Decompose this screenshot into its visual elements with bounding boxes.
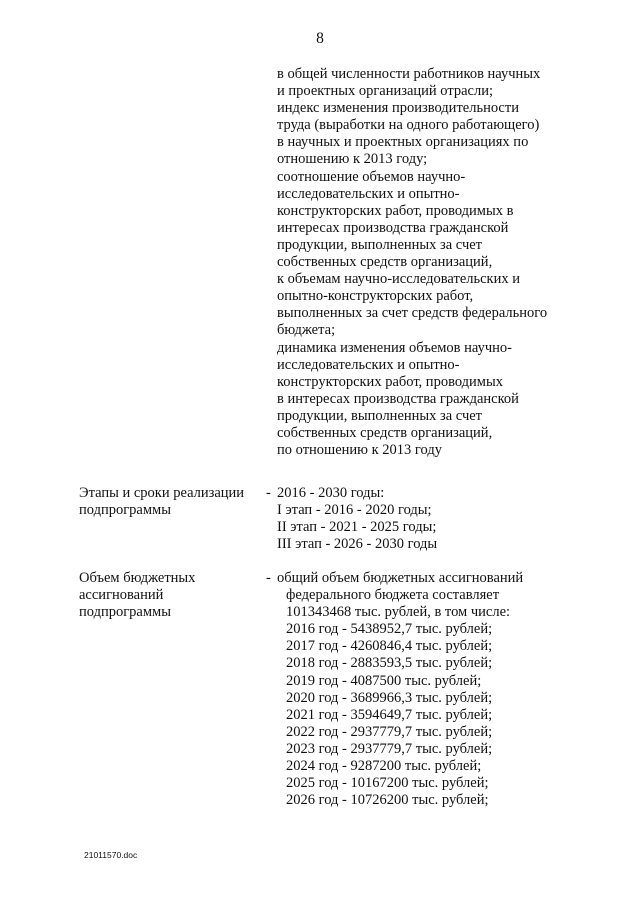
stages-text (277, 485, 437, 553)
text-line: динамика изменения объемов научно- (277, 339, 512, 356)
text-line: I этап - 2016 - 2020 годы; (277, 502, 432, 519)
year-allocation: 2017 год - 4260846,4 тыс. рублей; (286, 638, 493, 655)
text-line: III этап - 2026 - 2030 годы (277, 536, 438, 553)
text-line: в научных и проектных организациях по (277, 134, 529, 151)
text-line: конструкторских работ, проводимых (277, 373, 503, 390)
stages-label (79, 485, 244, 519)
text-line: исследовательских и опытно- (277, 356, 460, 373)
year-allocation: 2021 год - 3594649,7 тыс. рублей; (286, 706, 493, 723)
text-line: собственных средств организаций, (277, 424, 493, 441)
text-line: труда (выработки на одного работающего) (277, 117, 540, 134)
text-line: соотношение объемов научно- (277, 168, 466, 185)
year-allocation: 2022 год - 2937779,7 тыс. рублей; (286, 723, 493, 740)
text-line: в общей численности работников научных (277, 66, 541, 82)
year-allocation: 2026 год - 10726200 тыс. рублей; (286, 792, 489, 809)
text-line: индекс изменения производительности (277, 100, 519, 117)
text-line: 2016 - 2030 годы: (277, 485, 385, 501)
footer-document-code: 21011570.doc (84, 850, 138, 860)
text-line: по отношению к 2013 году (277, 442, 442, 459)
text-line: интересах производства гражданской (277, 219, 509, 236)
year-allocation: 2023 год - 2937779,7 тыс. рублей; (286, 740, 493, 757)
year-allocation: 2024 год - 9287200 тыс. рублей; (286, 758, 482, 775)
year-allocation: 2016 год - 5438952,7 тыс. рублей; (286, 621, 493, 638)
stages-dash: - (266, 485, 271, 501)
year-allocation: 2018 год - 2883593,5 тыс. рублей; (286, 655, 493, 672)
indicators-continued-text (277, 66, 547, 459)
budget-text (277, 570, 523, 809)
year-allocation: 2020 год - 3689966,3 тыс. рублей; (286, 689, 493, 706)
text-line: выполненных за счет средств федерального (277, 305, 548, 322)
year-allocation: 2025 год - 10167200 тыс. рублей; (286, 775, 489, 792)
text-line: конструкторских работ, проводимых в (277, 202, 514, 219)
text-line: продукции, выполненных за счет (277, 236, 483, 253)
label-line: Этапы и сроки реализации (79, 485, 245, 501)
text-line: исследовательских и опытно- (277, 185, 460, 202)
text-line: общий объем бюджетных ассигнований (277, 570, 524, 586)
text-line: в интересах производства гражданской (277, 390, 519, 407)
label-line: подпрограммы (79, 604, 171, 621)
text-line: продукции, выполненных за счет (277, 407, 483, 424)
label-line: подпрограммы (79, 502, 171, 519)
text-line: бюджета; (277, 322, 336, 339)
text-line: II этап - 2021 - 2025 годы; (277, 519, 437, 536)
text-line: и проектных организаций отрасли; (277, 83, 494, 100)
label-line: ассигнований (79, 587, 164, 604)
budget-label (79, 570, 195, 621)
text-line: собственных средств организаций, (277, 254, 493, 271)
year-allocation: 2019 год - 4087500 тыс. рублей; (286, 672, 482, 689)
text-line: отношению к 2013 году; (277, 151, 428, 168)
text-line: опытно-конструкторских работ, (277, 288, 474, 305)
label-line: Объем бюджетных (79, 570, 196, 586)
text-line: к объемам научно-исследовательских и (277, 271, 520, 288)
text-line: 101343468 тыс. рублей, в том числе: (286, 604, 511, 621)
text-line: федерального бюджета составляет (286, 587, 500, 604)
page-number: 8 (316, 30, 324, 47)
budget-dash: - (266, 570, 271, 586)
